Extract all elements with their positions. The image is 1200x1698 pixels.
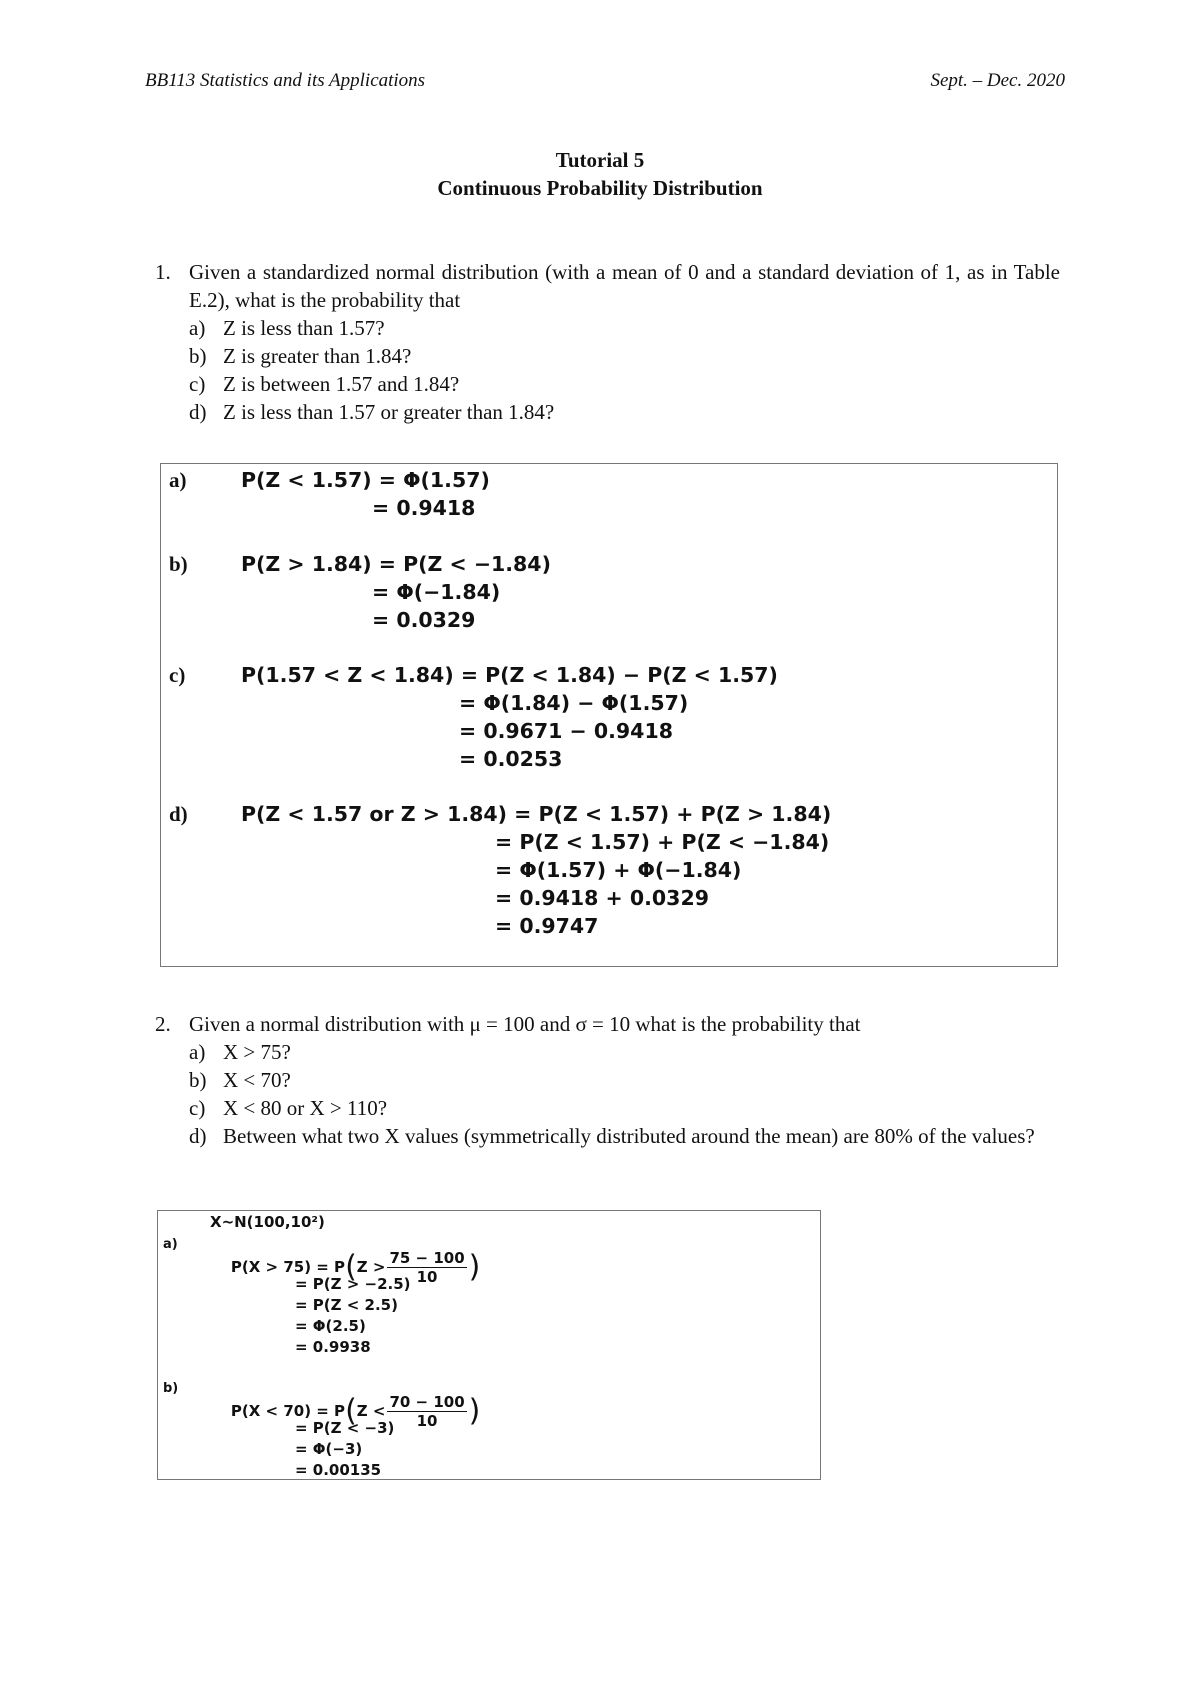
question-2 bbox=[155, 1010, 1060, 1150]
equation-lhs: P(X > 75) = P bbox=[230, 1258, 346, 1276]
equation-inner: Z < bbox=[356, 1402, 386, 1420]
part-text: X < 80 or X > 110? bbox=[223, 1096, 388, 1120]
equation-line: = Φ(−3) bbox=[295, 1440, 363, 1458]
fraction-numerator: 70 − 100 bbox=[389, 1393, 465, 1411]
equation-line: P(Z < 1.57 or Z > 1.84) = P(Z < 1.57) + P(Z > 1.84) bbox=[241, 802, 832, 826]
part-text: Z is greater than 1.84? bbox=[223, 344, 412, 368]
part-text: Between what two X values (symmetrically distributed around the mean) are 80% of the values? bbox=[223, 1124, 1035, 1148]
part-label: c) bbox=[189, 372, 206, 396]
list-item bbox=[189, 1038, 1060, 1066]
part-text: Z is less than 1.57 or greater than 1.84? bbox=[223, 400, 555, 424]
answer-box-1 bbox=[160, 463, 1058, 967]
equation-line: = 0.9418 bbox=[372, 496, 476, 520]
answer-label: b) bbox=[163, 1381, 179, 1396]
answer-box-2 bbox=[157, 1210, 821, 1480]
part-label: a) bbox=[189, 1040, 206, 1064]
equation-line: = 0.0329 bbox=[372, 608, 476, 632]
answer-label: a) bbox=[163, 1237, 178, 1252]
equation-inner: Z > bbox=[356, 1258, 386, 1276]
equation-line: = 0.0253 bbox=[459, 747, 563, 771]
equation-lhs: P(X < 70) = P bbox=[230, 1402, 346, 1420]
equation-line: = 0.9747 bbox=[495, 914, 599, 938]
part-text: Z is between 1.57 and 1.84? bbox=[223, 372, 460, 396]
title-line-2: Continuous Probability Distribution bbox=[437, 176, 763, 200]
question-parts bbox=[189, 314, 1060, 426]
page-title bbox=[0, 146, 1200, 202]
equation-line: = 0.9671 − 0.9418 bbox=[459, 719, 673, 743]
question-stem: Given a standardized normal distribution (with a mean of 0 and a standard deviation of 1, as in Table E.2), what is the probability that bbox=[189, 260, 1060, 312]
header-term: Sept. – Dec. 2020 bbox=[930, 70, 1065, 91]
part-text: X < 70? bbox=[223, 1068, 291, 1092]
fraction-numerator: 75 − 100 bbox=[389, 1249, 465, 1267]
equation-line: P(1.57 < Z < 1.84) = P(Z < 1.84) − P(Z < 1.57) bbox=[241, 663, 778, 687]
question-parts bbox=[189, 1038, 1060, 1150]
list-item bbox=[189, 314, 1060, 342]
distribution-line: X~N(100,10²) bbox=[210, 1213, 325, 1231]
equation-line: = Φ(1.84) − Φ(1.57) bbox=[459, 691, 689, 715]
equation-line: = Φ(2.5) bbox=[295, 1317, 366, 1335]
list-item bbox=[189, 1066, 1060, 1094]
equation-line: = 0.9418 + 0.0329 bbox=[495, 886, 709, 910]
equation-line: P(Z < 1.57) = Φ(1.57) bbox=[241, 468, 490, 492]
equation-line: P(Z > 1.84) = P(Z < −1.84) bbox=[241, 552, 551, 576]
equation-line: = Φ(1.57) + Φ(−1.84) bbox=[495, 858, 742, 882]
answer-label: a) bbox=[169, 468, 187, 492]
fraction-denominator: 10 bbox=[416, 1412, 438, 1430]
equation-line: = P(Z < 1.57) + P(Z < −1.84) bbox=[495, 830, 830, 854]
part-label: c) bbox=[189, 1096, 206, 1120]
header-course: BB113 Statistics and its Applications bbox=[145, 70, 426, 91]
equation-line: P(X > 75) = P(Z > $\frac{75 - 100}{10}$ ) bbox=[230, 1249, 481, 1286]
equation-line: = P(Z > −2.5) bbox=[295, 1275, 411, 1293]
answer-label: c) bbox=[169, 663, 186, 687]
part-label: d) bbox=[189, 1124, 207, 1148]
equation-line: P(X < 70) = P(Z < $\frac{70 - 100}{10}$ ) bbox=[230, 1393, 481, 1430]
part-label: a) bbox=[189, 316, 206, 340]
equation-line: = P(Z < 2.5) bbox=[295, 1296, 398, 1314]
part-label: b) bbox=[189, 344, 207, 368]
equation-line: = P(Z < −3) bbox=[295, 1419, 395, 1437]
answer-label: d) bbox=[169, 802, 188, 826]
part-text: Z is less than 1.57? bbox=[223, 316, 385, 340]
list-item bbox=[189, 342, 1060, 370]
part-text: X > 75? bbox=[223, 1040, 291, 1064]
question-stem: Given a normal distribution with μ = 100 and σ = 10 what is the probability that bbox=[189, 1012, 861, 1036]
answer-label: b) bbox=[169, 552, 188, 576]
equation-line: = Φ(−1.84) bbox=[372, 580, 501, 604]
equation-line: = 0.9938 bbox=[295, 1338, 371, 1356]
list-item bbox=[189, 1094, 1060, 1122]
list-item bbox=[189, 398, 1060, 426]
fraction bbox=[387, 1393, 466, 1430]
list-item bbox=[189, 1122, 1060, 1150]
title-line-1: Tutorial 5 bbox=[555, 148, 645, 172]
part-label: d) bbox=[189, 400, 207, 424]
question-1 bbox=[155, 258, 1060, 426]
fraction-denominator: 10 bbox=[416, 1268, 438, 1286]
list-item bbox=[189, 370, 1060, 398]
question-number: 1. bbox=[155, 260, 171, 284]
equation-line: = 0.00135 bbox=[295, 1461, 382, 1479]
question-number: 2. bbox=[155, 1012, 171, 1036]
part-label: b) bbox=[189, 1068, 207, 1092]
